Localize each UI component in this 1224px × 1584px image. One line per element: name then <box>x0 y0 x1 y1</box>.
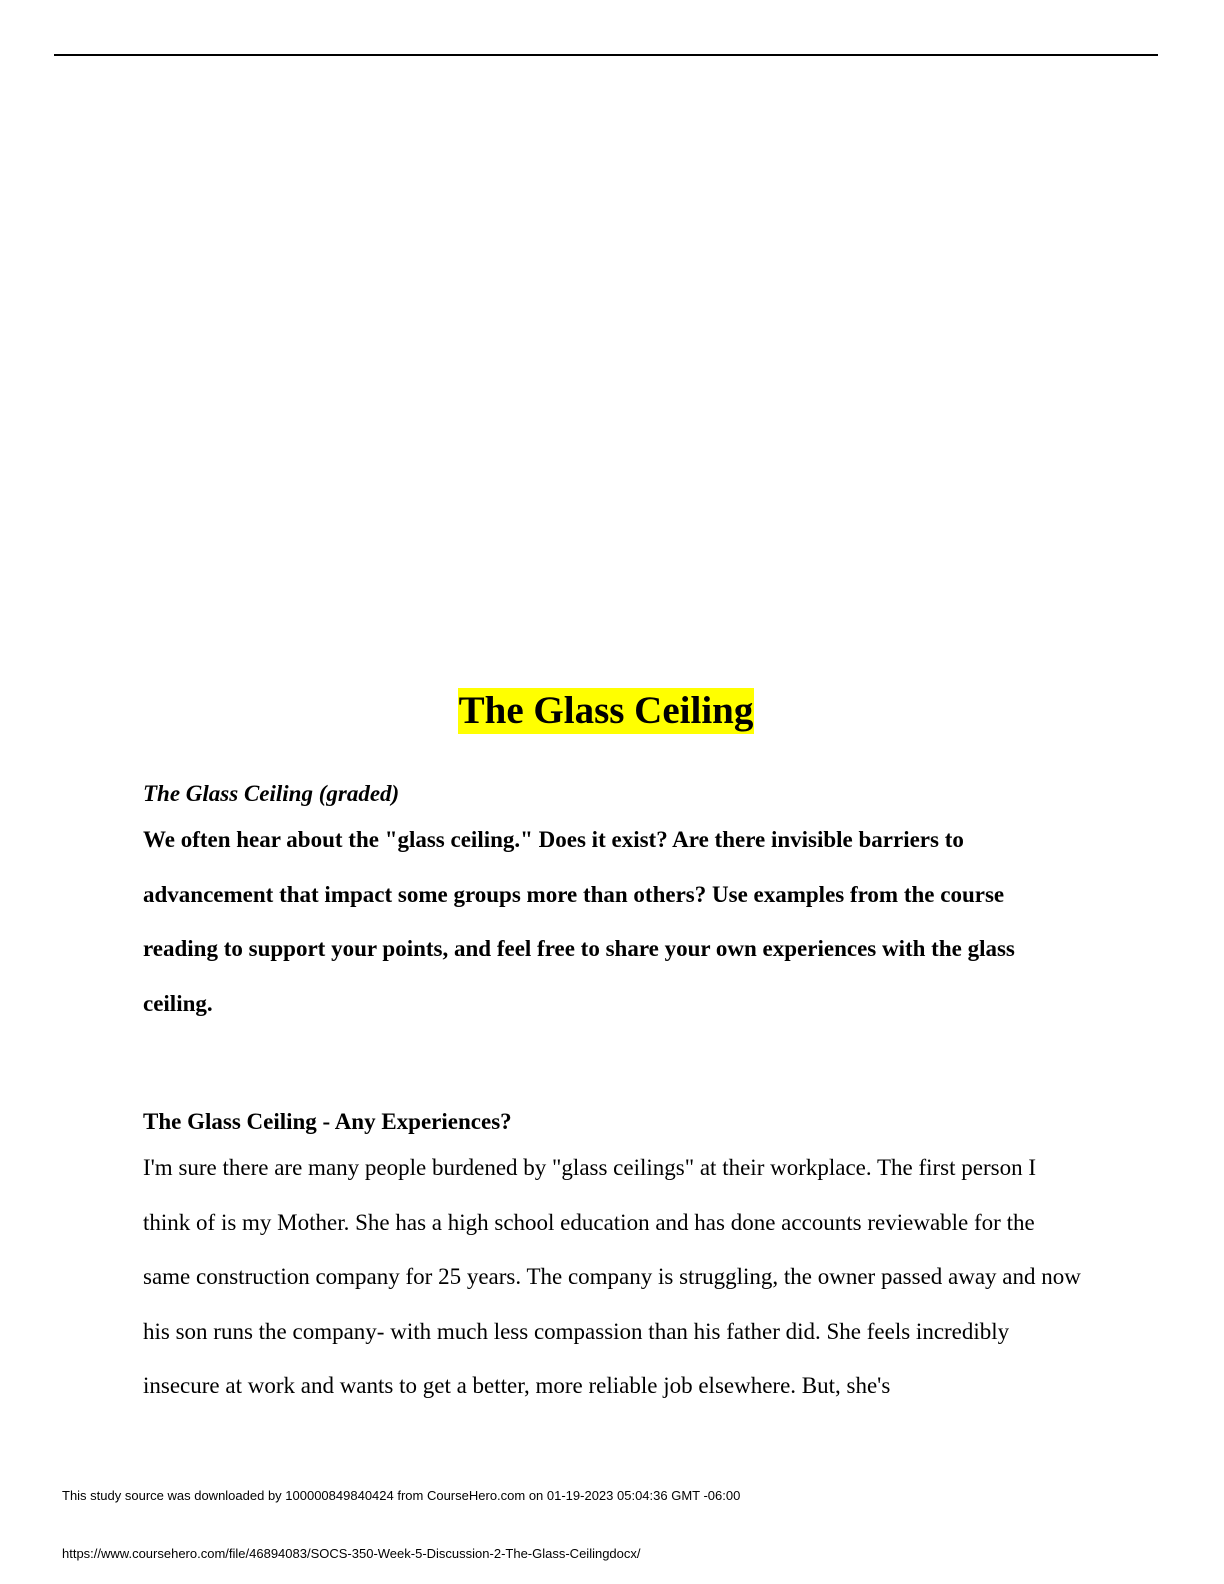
document-body <box>143 775 1083 1414</box>
response-body: I'm sure there are many people burdened by "glass ceilings" at their workplace. The first person I think of is my Mother. She has a high school education and has done accounts reviewable for the same construction company for 25 years. The company is struggling, the owner passed away and now his son runs the company- with much less compassion than his father did. She feels incredibly insecure at work and wants to get a better, more reliable job elsewhere. But, she's <box>143 1155 1081 1398</box>
discussion-subtitle: The Glass Ceiling (graded) <box>143 781 400 806</box>
download-notice: This study source was downloaded by 100000849840424 from CourseHero.com on 01-19-2023 05:04:36 GMT -06:00 <box>62 1488 741 1503</box>
discussion-prompt: We often hear about the "glass ceiling." Does it exist? Are there invisible barriers to advancement that impact some groups more than others? Use examples from the course reading to support your points, and feel free to share your own experiences with the glass ceiling. <box>143 827 1015 1016</box>
title-container <box>0 688 1212 734</box>
header-rule <box>54 54 1158 56</box>
response-heading: The Glass Ceiling - Any Experiences? <box>143 1109 512 1134</box>
document-title: The Glass Ceiling <box>458 689 754 732</box>
source-url-link[interactable]: https://www.coursehero.com/file/46894083/SOCS-350-Week-5-Discussion-2-The-Glass-Ceilingdocx/ <box>62 1546 641 1561</box>
